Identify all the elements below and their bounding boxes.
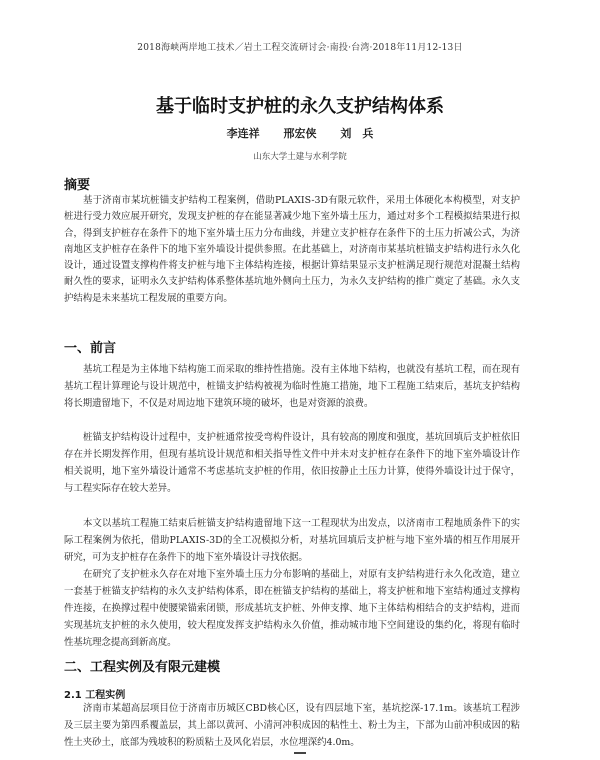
paragraph: 基坑工程是为主体地下结构施工而采取的维持性措施。没有主体地下结构，也就没有基坑工程，而在现有基坑工程计算理论与设计规范中，桩锚支护结构被视为临时性施工措施，地下工程施工结束后，基坑支护结构将长期遗留地下，不仅是对周边地下建筑环境的破坏，也是对资源的浪费。: [64, 364, 520, 410]
author-name: 刘 兵: [340, 127, 374, 140]
author-name: 邢宏侠: [283, 127, 317, 140]
paragraph: 本文以基坑工程施工结束后桩锚支护结构遗留地下这一工程现状为出发点，以济南市工程地质条件下的实际工程案例为依托，借助PLAXIS-3D的全工况模拟分析，对基坑回填后支护桩与地下室外墙的相互作用展开研究，可为支护桩存在条件下的地下室外墙设计寻找依据。: [64, 518, 520, 564]
paragraph: 桩锚支护结构设计过程中，支护桩通常按受弯构件设计，具有较高的刚度和强度，基坑回填后支护桩依旧存在并长期发挥作用，但现有基坑设计规范和相关指导性文件中并未对支护桩存在条件下的地下室外墙设计作相关说明，地下室外墙设计通常不考虑基坑支护桩的作用，依旧按静止土压力计算，使得外墙设计过于保守，与工程实际存在较大差异。: [64, 432, 520, 495]
paragraph: 在研究了支护桩永久存在对地下室外墙土压力分布影响的基础上，对原有支护结构进行永久化改造，建立一套基于桩锚支护结构的永久支护结构体系，即在桩锚支护结构的基础上，将支护桩和地下室结构通过支撑构件连接，在换撑过程中使腰梁锚索闭锁，形成基坑支护桩、外伸支撑、地下主体结构相结合的支护结构，进而实现基坑支护桩的永久使用，较大程度发挥支护结构永久价值，推动城市地下空间建设的集约化，将现有临时性基坑理念提高到新高度。: [64, 569, 520, 649]
abstract-heading: 摘要: [64, 178, 91, 193]
author-list: [0, 125, 600, 141]
paragraph: 济南市某超高层项目位于济南市历城区CBD核心区，设有四层地下室，基坑挖深-17.1m。该基坑工程涉及三层主要为第四系覆盖层，其上部以黄河、小清河冲积成因的粘性土、粉土为主，下部为山前冲积成因的粘性土夹砂土，底部为残坡积的粉质粘土及风化岩层，水位埋深约4.0m。: [64, 703, 520, 749]
section-heading-case: 二、工程实例及有限元建模: [64, 660, 221, 675]
running-header: 2018海峡两岸地工技术／岩土工程交流研讨会·南投·台湾·2018年11月12-13日: [137, 43, 463, 53]
affiliation: 山东大学土建与水利学院: [253, 152, 347, 162]
paper-title: 基于临时支护桩的永久支护结构体系: [156, 96, 444, 117]
author-name: 李连祥: [226, 127, 260, 140]
abstract-text: 基于济南市某坑桩锚支护结构工程案例，借助PLAXIS-3D有限元软件，采用土体硬化本构模型，对支护桩进行受力效应展开研究，发现支护桩的存在能显著减少地下室外墙土压力，通过对多个工程模拟结果进行拟合，得到支护桩存在条件下的地下室外墙土压力分布曲线，并建立支护桩存在条件下的土压力折减公式，为济南地区支护桩存在条件下的地下室外墙设计提供参照。在此基础上，对济南市某基坑桩锚支护结构进行永久化设计，通过设置支撑构件将支护桩与地下主体结构连接，根据计算结果显示支护桩满足现行规范对混凝土结构耐久性的要求，证明永久支护结构体系整体基坑地外侧向土压力，为永久支护结构的推广奠定了基础。永久支护结构是未来基坑工程发展的重要方向。: [64, 195, 520, 304]
page-number: [294, 752, 306, 754]
subsection-heading: 2.1 工程实例: [64, 690, 126, 701]
section-heading-intro: 一、前言: [64, 341, 117, 356]
